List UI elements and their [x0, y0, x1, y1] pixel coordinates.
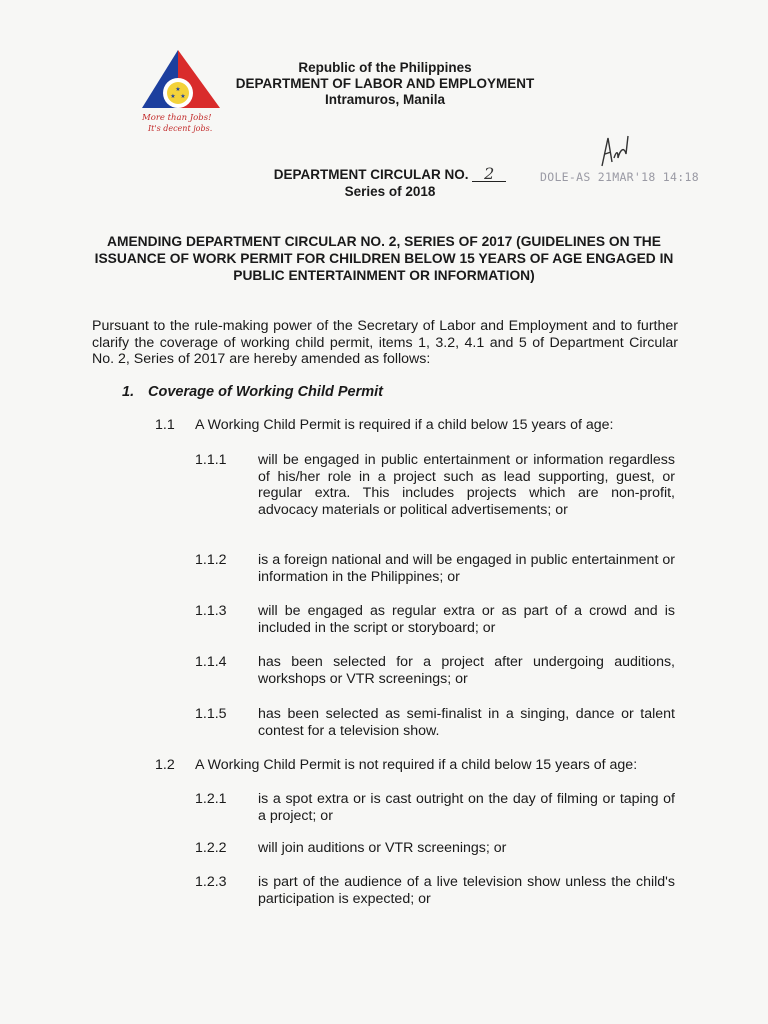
svg-text:★: ★	[170, 93, 176, 100]
svg-text:★: ★	[175, 86, 181, 93]
item-number: 1.2.2	[195, 840, 227, 856]
intro-paragraph: Pursuant to the rule-making power of the Secretary of Labor and Employment and to further clarify the coverage of working child permit, items 1, 3.2, 4.1 and 5 of Department Circular No. 2, Series of 2017 are hereby amended as follows:	[92, 318, 678, 367]
circular-number: 2	[472, 167, 506, 182]
item-text: is a spot extra or is cast outright on the day of filming or taping of a project; or	[258, 791, 675, 824]
letterhead-line-2: DEPARTMENT OF LABOR AND EMPLOYMENT	[235, 76, 535, 91]
item-number: 1.1.4	[195, 654, 227, 670]
handwritten-initial	[596, 132, 632, 172]
dole-logo	[140, 46, 224, 136]
subsection-1-1	[155, 417, 613, 434]
received-stamp: DOLE-AS 21MAR'18 14:18	[540, 170, 699, 184]
section-number: 1.	[122, 384, 135, 400]
subsection-number: 1.1	[155, 417, 175, 433]
letterhead-line-3: Intramuros, Manila	[324, 92, 446, 107]
circular-heading	[230, 166, 550, 200]
document-title: AMENDING DEPARTMENT CIRCULAR NO. 2, SERIES OF 2017 (GUIDELINES ON THE ISSUANCE OF WORK PERMIT FOR CHILDREN BELOW 15 YEARS OF AGE ENGAGED IN PUBLIC ENTERTAINMENT OR INFORMATION)	[94, 234, 674, 283]
letterhead-line-1: Republic of the Philippines	[298, 60, 472, 75]
section-heading	[122, 384, 383, 400]
item-number: 1.1.1	[195, 452, 227, 468]
subsection-number: 1.2	[155, 757, 175, 773]
circular-label: DEPARTMENT CIRCULAR NO.	[273, 167, 469, 182]
section-title: Coverage of Working Child Permit	[148, 384, 383, 400]
subsection-text: A Working Child Permit is required if a child below 15 years of age:	[195, 417, 614, 433]
item-text: will join auditions or VTR screenings; or	[258, 840, 507, 856]
item-number: 1.1.3	[195, 603, 227, 619]
item-text: is part of the audience of a live television show unless the child's participation is expected; or	[258, 874, 675, 907]
item-number: 1.1.5	[195, 706, 227, 722]
item-text: has been selected as semi-finalist in a singing, dance or talent contest for a television show.	[258, 706, 675, 739]
logo-tagline-2: It's decent jobs.	[148, 124, 213, 133]
subsection-1-2	[155, 757, 637, 774]
subsection-text: A Working Child Permit is not required if a child below 15 years of age:	[195, 757, 638, 773]
letterhead	[220, 60, 550, 108]
item-text: has been selected for a project after undergoing auditions, workshops or VTR screenings; or	[258, 654, 675, 687]
item-number: 1.1.2	[195, 552, 227, 568]
item-text: will be engaged as regular extra or as part of a crowd and is included in the script or storyboard; or	[258, 603, 675, 636]
logo-tagline-1: More than Jobs!	[142, 113, 212, 123]
item-text: is a foreign national and will be engaged in public entertainment or information in the Philippines; or	[258, 552, 675, 585]
circular-series: Series of 2018	[344, 184, 436, 199]
item-text: will be engaged in public entertainment or information regardless of his/her role in a project such as lead supporting, guest, or regular extra. This includes projects which are non-profit, advocacy materials or political advertisements; or	[258, 452, 675, 518]
svg-text:★: ★	[180, 93, 186, 100]
item-number: 1.2.1	[195, 791, 227, 807]
item-number: 1.2.3	[195, 874, 227, 890]
